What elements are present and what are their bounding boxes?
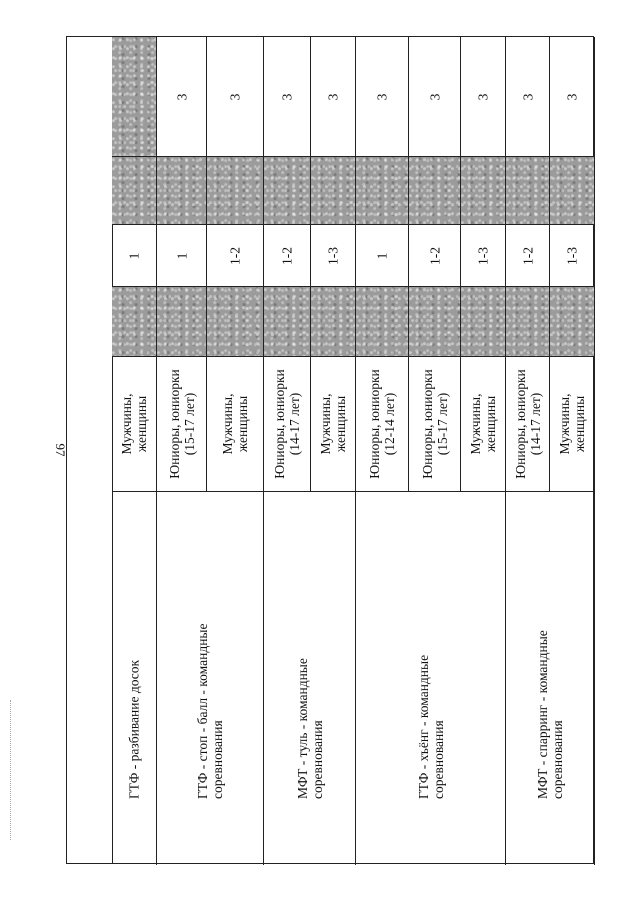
category-text: Мужчины, женщины	[318, 393, 348, 455]
value-text: 3	[279, 93, 295, 100]
discipline-text: ГТФ - разбивание досок	[126, 659, 142, 799]
value-cell	[311, 37, 356, 157]
places-cell	[264, 225, 311, 287]
category-cell	[112, 357, 157, 492]
places-cell	[112, 225, 157, 287]
discipline-cell	[356, 492, 506, 865]
shaded-cell	[409, 287, 461, 357]
places-text: 1-3	[325, 246, 341, 265]
discipline-cell	[264, 492, 356, 865]
value-text: 3	[520, 93, 535, 100]
places-text: 1-2	[520, 246, 535, 265]
value-text: 3	[227, 93, 243, 100]
shaded-cell	[112, 287, 157, 357]
shaded-cell	[157, 287, 207, 357]
places-cell	[461, 225, 506, 287]
shaded-cell	[207, 287, 264, 357]
value-text: 3	[174, 93, 189, 100]
category-cell	[550, 357, 595, 492]
places-text: 1	[374, 252, 390, 259]
rotated-table	[66, 36, 594, 864]
discipline-text: ГТФ - хъёнг - командные соревнования	[415, 654, 446, 799]
category-cell	[311, 357, 356, 492]
shaded-cell	[461, 287, 506, 357]
value-text: 3	[475, 93, 491, 100]
places-cell	[157, 225, 207, 287]
places-cell	[550, 225, 595, 287]
category-text: Юниоры, юниорки (15-17 лет)	[166, 369, 197, 479]
category-text: Мужчины, женщины	[468, 393, 498, 455]
discipline-cell	[112, 492, 157, 865]
category-text: Юниоры, юниорки (15-17 лет)	[419, 369, 450, 479]
shaded-cell	[409, 157, 461, 225]
shaded-cell	[311, 287, 356, 357]
discipline-text: ГТФ - стоп - балл - командные соревнования	[195, 623, 225, 799]
discipline-cell	[506, 492, 595, 865]
places-text: 1-2	[427, 246, 442, 265]
places-text: 1-2	[279, 246, 295, 265]
discipline-text: МФТ - туль - командные соревнования	[294, 657, 325, 799]
shaded-cell	[264, 157, 311, 225]
places-cell	[207, 225, 264, 287]
category-cell	[264, 357, 311, 492]
shaded-cell	[506, 157, 550, 225]
category-cell	[356, 357, 409, 492]
value-text: 3	[427, 93, 442, 100]
shaded-cell	[264, 287, 311, 357]
category-cell	[207, 357, 264, 492]
places-text: 1-3	[564, 246, 580, 265]
shaded-cell	[112, 157, 157, 225]
places-text: 1	[126, 252, 142, 259]
table-left-strip	[67, 37, 113, 863]
places-cell	[409, 225, 461, 287]
places-cell	[356, 225, 409, 287]
category-text: Юниоры, юниорки (14-17 лет)	[272, 369, 302, 479]
shaded-cell	[356, 157, 409, 225]
category-cell	[506, 357, 550, 492]
value-cell	[112, 37, 157, 157]
shaded-cell	[550, 287, 595, 357]
shaded-cell	[311, 157, 356, 225]
shaded-cell	[157, 157, 207, 225]
value-cell	[207, 37, 264, 157]
category-text: Юниоры, юниорки (12-14 лет)	[367, 369, 397, 479]
places-text: 1-2	[227, 246, 243, 265]
value-cell	[461, 37, 506, 157]
places-text: 1	[174, 252, 189, 259]
category-text: Мужчины, женщины	[557, 393, 587, 455]
shaded-cell	[506, 287, 550, 357]
value-cell	[506, 37, 550, 157]
category-text: Мужчины, женщины	[119, 393, 149, 455]
scan-gutter-line	[10, 700, 12, 840]
value-cell	[264, 37, 311, 157]
shaded-cell	[550, 157, 595, 225]
shaded-cell	[207, 157, 264, 225]
category-cell	[409, 357, 461, 492]
category-text: Мужчины, женщины	[220, 393, 250, 455]
page-number: 97	[53, 443, 68, 457]
places-text: 1-3	[475, 246, 491, 265]
shaded-cell	[356, 287, 409, 357]
value-cell	[356, 37, 409, 157]
value-text: 3	[564, 93, 580, 100]
category-cell	[157, 357, 207, 492]
value-cell	[157, 37, 207, 157]
value-text: 3	[374, 93, 390, 100]
category-text: Юниоры, юниорки (14-17 лет)	[512, 369, 543, 479]
shaded-cell	[461, 157, 506, 225]
discipline-text: МФТ - спарринг - командные соревнования	[535, 629, 565, 799]
places-cell	[506, 225, 550, 287]
value-text: 3	[325, 93, 341, 100]
places-cell	[311, 225, 356, 287]
discipline-cell	[157, 492, 264, 865]
value-cell	[409, 37, 461, 157]
value-cell	[550, 37, 595, 157]
category-cell	[461, 357, 506, 492]
